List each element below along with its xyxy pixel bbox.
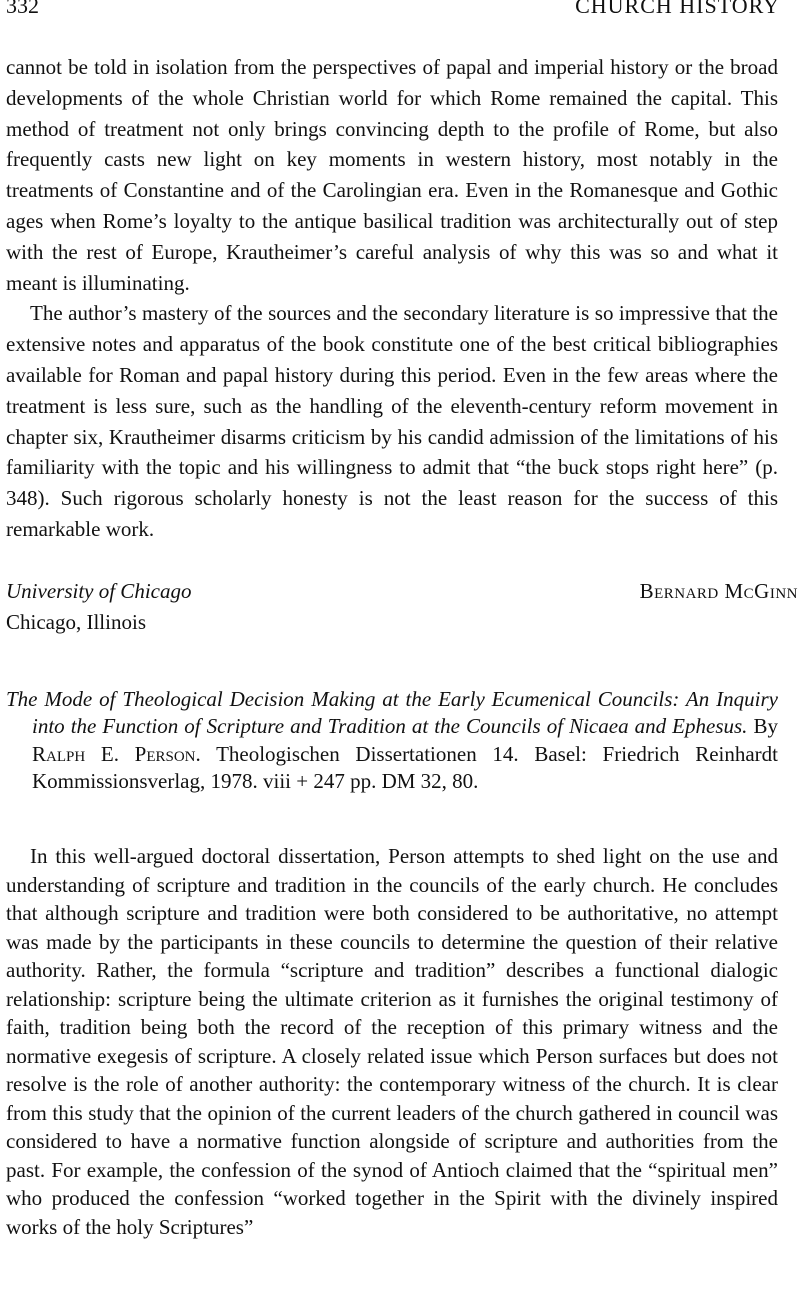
previous-review-text [6,52,778,545]
running-head [6,0,780,22]
book-citation [6,686,778,796]
publication-details: Theologischen Dissertationen 14. Basel: Friedrich Reinhardt Kommissionsverlag, 1978. viii + 247 pp. DM 32, 80. [32,741,779,794]
previous-review-paragraph: The author’s mastery of the sources and the secondary literature is so impressive that the extensive notes and apparatus of the book constitute one of the best critical bibliographies available for Roman and papal history during this period. Even in the few areas where the treatment is less sure, such as the handling of the eleventh-century reform movement in chapter six, Krautheimer disarms criticism by his candid admission of the limitations of his familiarity with the topic and his willingness to admit that “the buck stops right here” (p. 348). Such rigorous scholarly honesty is not the least reason for the success of this remarkable work. [6,301,778,541]
journal-title: CHURCH HISTORY [575,0,780,18]
book-author: Ralph E. Person. [32,741,201,766]
reviewer-affiliation: University of Chicago [6,579,192,603]
page-number: 332 [6,0,39,18]
reviewer-location: Chicago, Illinois [6,610,146,634]
book-title: The Mode of Theological Decision Making at the Early Ecumenical Councils: An Inquiry into the Function of Scripture and Tradition at the Councils of Nicaea and Ephesus. [6,687,778,739]
by-label: By [753,714,778,739]
previous-review-paragraph: cannot be told in isolation from the perspectives of papal and imperial history or the broad developments of the whole Christian world for which Rome remained the capital. This method of treatment not only brings convincing depth to the profile of Rome, but also frequently casts new light on key moments in western history, most notably in the treatments of Constantine and of the Carolingian era. Even in the Romanesque and Gothic ages when Rome’s loyalty to the antique basilical tradition was architecturally out of step with the rest of Europe, Krautheimer’s careful analysis of why this was so and what it meant is illuminating. [6,55,778,295]
review-paragraph: In this well-argued doctoral dissertation, Person attempts to shed light on the use and understanding of scripture and tradition in the councils of the early church. He concludes that although scripture and tradition were both considered to be authoritative, no attempt was made by the participants in these councils to determine the question of their relative authority. Rather, the formula “scripture and tradition” describes a functional dialogic relationship: scripture being the ultimate criterion as it furnishes the original testimony of faith, tradition being both the record of the reception of this primary witness and the normative exegesis of scripture. A closely related issue which Person surfaces but does not resolve is the role of another authority: the contemporary witness of the church. It is clear from this study that the opinion of the current leaders of the church gathered in council was considered to have a normative function alongside of scripture and authorities from the past. For example, the confession of the synod of Antioch claimed that the “spiritual men” who produced the confession “worked together in the Spirit with the divinely inspired works of the holy Scriptures” [6,844,778,1239]
review-body [6,842,778,1241]
review-signature [6,576,798,638]
reviewer-name: Bernard McGinn [639,579,798,603]
